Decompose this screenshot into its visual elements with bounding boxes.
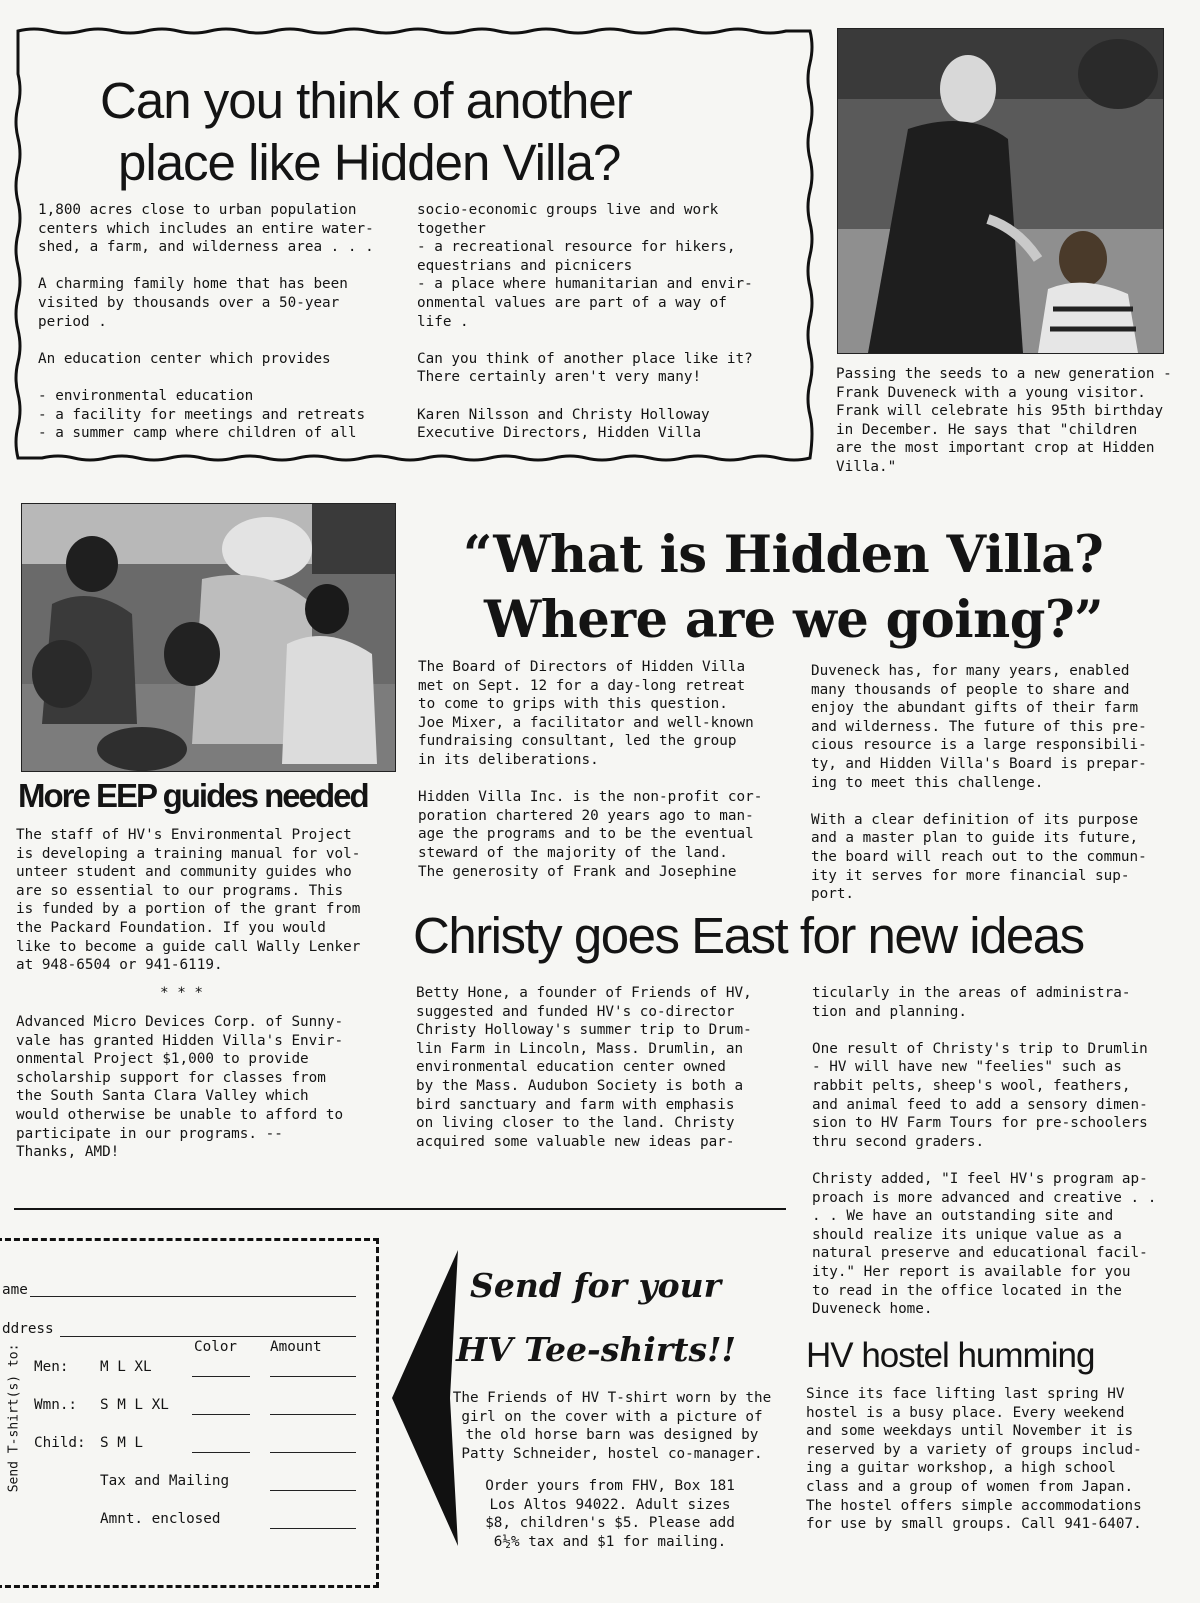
enclosed-field[interactable] <box>270 1512 356 1529</box>
what-is-column-1: The Board of Directors of Hidden Villa met on Sept. 12 for a day-long retreat to come to grips with this question. Joe Mixer, a facilitator and well-known fundraising consultant, led the group in its deliberations. Hidden Villa Inc. is the non-profit cor- poration chartered 20 years ago to man- age the programs and to be the eventual steward of the majority of the land. The generosity of Frank and Josephine <box>418 659 763 880</box>
men-sizes: M L XL <box>100 1359 152 1375</box>
eep-body-2: Advanced Micro Devices Corp. of Sunny- vale has granted Hidden Villa's Envir- onmental Project $1,000 to provide scholarship support for classes from the South Santa Clara Valley which would otherwise be unable to afford to participate in our programs. -- Thanks, AMD! <box>16 1014 344 1161</box>
christy-column-1: Betty Hone, a founder of Friends of HV, suggested and funded HV's co-director Christy Holloway's summer trip to Drum- lin Farm in Lincoln, Mass. Drumlin, an environmental education center owned by the Mass. Audubon Society is both a bird sanctuary and farm with emphasis on living closer to the land. Christy acquired some valuable new ideas par- <box>416 985 752 1150</box>
child-sizes: S M L <box>100 1435 144 1451</box>
child-amount-field[interactable] <box>270 1436 356 1453</box>
order-form <box>0 1238 382 1584</box>
christy-headline: Christy goes East for new ideas <box>413 907 1084 964</box>
what-is-headline-line1: “What is Hidden Villa? <box>463 525 1104 585</box>
tee-body-1: The Friends of HV T-shirt worn by the girl on the cover with a picture of the old horse barn was designed by Patty Schneider, hostel co-manager. <box>452 1390 772 1462</box>
what-is-column-2: Duveneck has, for many years, enabled many thousands of people to share and enjoy the abundant gifts of their farm and wilderness. The future of this pre- cious resource is a large responsibili- ty, and Hidden Villa's Board is prepar- ing to meet this challenge. With a clear definition of its purpose and a master plan to guide its future, the board will reach out to the commun- ity it serves for more financial sup- port. <box>811 663 1147 903</box>
child-label: Child: <box>34 1435 86 1451</box>
section-divider <box>14 1208 786 1210</box>
photo-frank-duveneck <box>837 28 1164 354</box>
women-sizes: S M L XL <box>100 1397 169 1413</box>
box-column-1: 1,800 acres close to urban population centers which includes an entire water- shed, a farm, and wilderness area . . . A charming family home that has been visited by thousands over a 50-year period . An education center which provides - environmental education - a facility for meetings and retreats - a summer camp where children of all <box>38 202 374 442</box>
box-title-line2: place like Hidden Villa? <box>118 134 621 191</box>
women-color-field[interactable] <box>192 1398 250 1415</box>
eep-stars: * * * <box>160 985 204 1001</box>
name-field[interactable] <box>30 1280 356 1297</box>
photo-illustration <box>22 504 395 771</box>
order-form-side-label: Send T-shirt(s) to: <box>6 1343 22 1493</box>
eep-headline: More EEP guides needed <box>18 777 368 814</box>
child-color-field[interactable] <box>192 1436 250 1453</box>
men-amount-field[interactable] <box>270 1360 356 1377</box>
eep-body-1: The staff of HV's Environmental Project is developing a training manual for vol- unteer student and community guides who are so essential to our programs. This is funded by a portion of the grant from the Packard Foundation. If you would like to become a guide call Wally Lenker at 948-6504 or 941-6119. <box>16 827 361 974</box>
tee-body-2: Order yours from FHV, Box 181 Los Altos 94022. Adult sizes $8, children's $5. Please add 6½% tax and $1 for mailing. <box>485 1478 735 1550</box>
enclosed-label: Amnt. enclosed <box>100 1511 221 1527</box>
address-field[interactable] <box>60 1318 356 1337</box>
hostel-headline: HV hostel humming <box>806 1336 1095 1375</box>
address-label: ddress <box>2 1321 54 1337</box>
hostel-body: Since its face lifting last spring HV hostel is a busy place. Every weekend and some weekdays until November it is reserved by a variety of groups includ- ing a guitar workshop, a high school class and a group of women from Japan. The hostel offers simple accommodations for use by small groups. Call 941-6407. <box>806 1386 1142 1533</box>
photo-illustration <box>838 29 1163 353</box>
tee-headline-line1: Send for your <box>470 1266 722 1305</box>
tax-field[interactable] <box>270 1474 356 1491</box>
color-header: Color <box>194 1339 238 1355</box>
photo-top-caption: Passing the seeds to a new generation - Frank Duveneck with a young visitor. Frank will celebrate his 95th birthday in December. He says that "children are the most important crop at Hidden Villa." <box>836 366 1172 475</box>
men-label: Men: <box>34 1359 69 1375</box>
tax-label: Tax and Mailing <box>100 1473 230 1489</box>
christy-column-2: ticularly in the areas of administra- tion and planning. One result of Christy's trip to Drumlin - HV will have new "feelies" such as rabbit pelts, sheep's wool, feathers, and animal feed to add a sensory dimen- sion to HV Farm Tours for pre-schoolers thru second graders. Christy added, "I feel HV's program ap- proach is more advanced and creative . . . . We have an outstanding site and should realize its unique value as a natural preserve and educational facil- ity." Her report is available for you to read in the office located in the Duveneck home. <box>812 985 1157 1318</box>
name-label: ame <box>2 1282 28 1298</box>
box-title-line1: Can you think of another <box>100 72 632 129</box>
men-color-field[interactable] <box>192 1360 250 1377</box>
top-feature-box <box>14 27 814 462</box>
women-label: Wmn.: <box>34 1397 78 1413</box>
women-amount-field[interactable] <box>270 1398 356 1415</box>
what-is-headline-line2: Where are we going?” <box>484 590 1104 650</box>
amount-header: Amount <box>270 1339 322 1355</box>
photo-children-garden <box>21 503 396 772</box>
box-column-2: socio-economic groups live and work together - a recreational resource for hikers, equestrians and picnicers - a place where humanitarian and envir- onmental values are part of a way of life . Can you think of another place like it? There certainly aren't very many! Karen Nilsson and Christy Holloway Executive Directors, Hidden Villa <box>417 202 753 442</box>
tee-headline-line2: HV Tee-shirts!! <box>456 1330 737 1369</box>
